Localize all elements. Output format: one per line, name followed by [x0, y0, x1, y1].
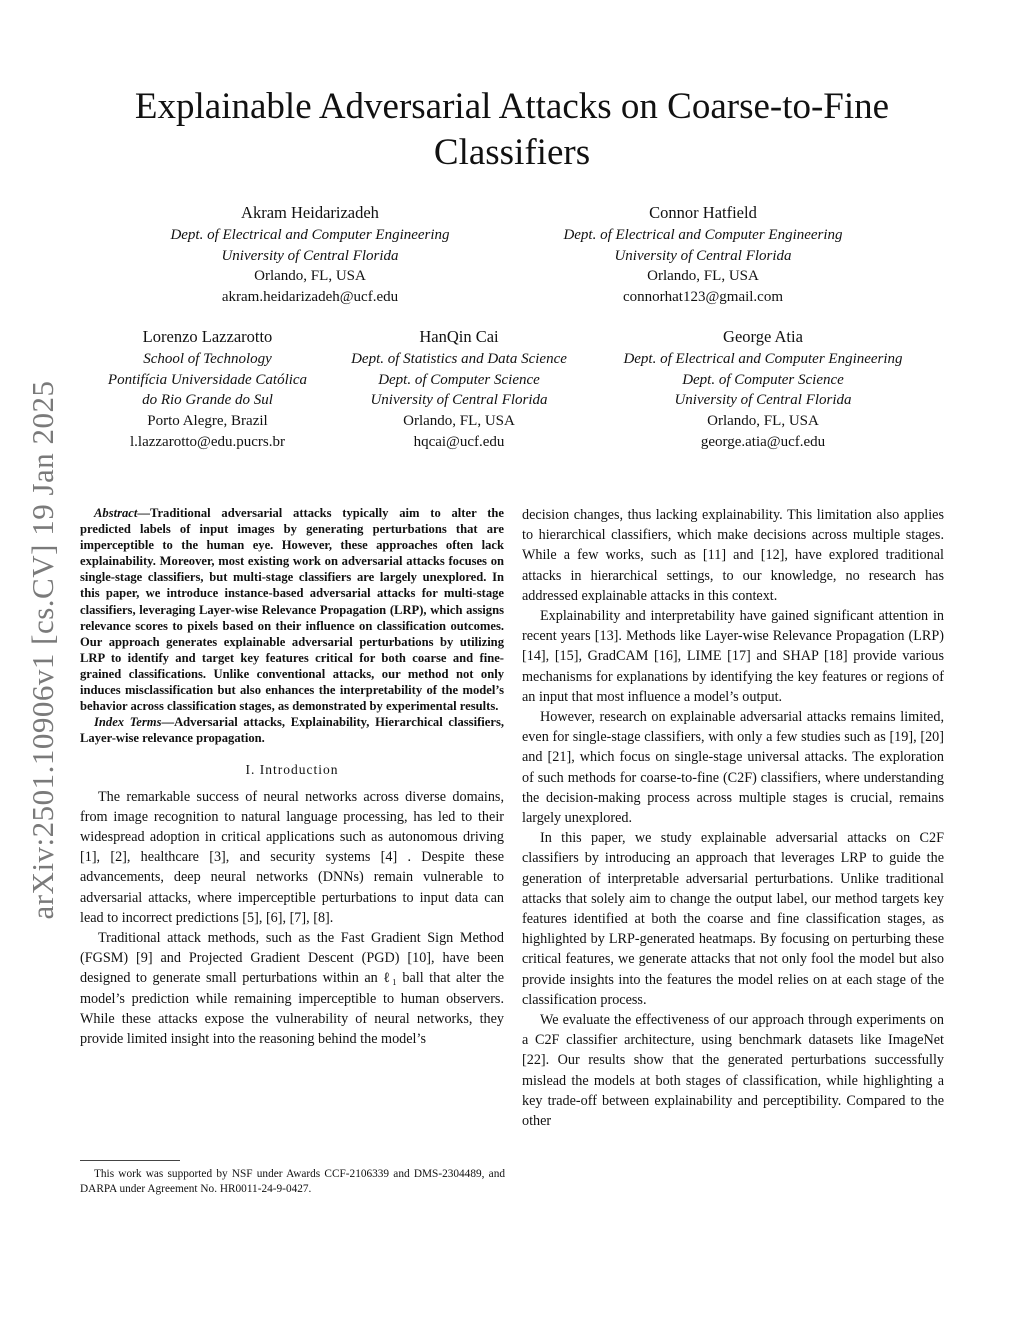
author-affiliation: Pontifícia Universidade Católica: [107, 371, 308, 388]
body-paragraph: decision changes, thus lacking explainability. This limitation also applies to hierarchical classifiers, which make decisions across multiple stages. While a few works, such as [11] and [12], have explored traditional attacks in hierarchical settings, to our knowledge, no research has addressed explainable attacks in this context.: [522, 507, 944, 604]
author-email: l.lazzarotto@edu.pucrs.br: [129, 433, 285, 450]
author-affiliation: Dept. of Electrical and Computer Engineering: [563, 227, 843, 243]
author-name: HanQin Cai: [419, 327, 499, 346]
index-terms-label: Index Terms: [94, 715, 162, 730]
author-affiliation: Dept. of Computer Science: [682, 371, 844, 388]
author-affiliation: University of Central Florida: [674, 392, 852, 409]
abstract-text: —Traditional adversarial attacks typically aim to alter the predicted labels of input images by generating perturbations that are imperceptible to the human eye. However, these approaches often lack explainability. Moreover, most existing work on adversarial attacks focuses on single-stage classifiers, but multi-stage classifiers are largely unexplored. In this paper, we introduce instance-based adversarial attacks for multi-stage classifiers, leveraging Layer-wise Relevance Propagation (LRP), which assigns relevance scores to pixels based on their influence on classification outcomes. Our approach generates explainable adversarial perturbations by utilizing LRP to identify and target key features critical for both coarse and fine-grained classifications. Unlike conventional attacks, our method not only induces misclassification but also enhances the interpretability of the model’s behavior across classification stages, as demonstrated by experimental results.: [80, 506, 504, 714]
right-column: [522, 505, 944, 1131]
body-paragraph: The remarkable success of neural networks across diverse domains, from image recognition to natural language processing, has led to their widespread adoption in critical applications such as autonomous driving [1], [2], healthcare [3], and security systems [4] . Despite these advancements, deep neural networks (DNNs) remain vulnerable to adversarial attacks, where imperceptible perturbations to input data can lead to incorrect predictions [5], [6], [7], [8].: [80, 788, 504, 926]
paper-title: Explainable Adversarial Attacks on Coarse-to-Fine Classifiers: [134, 86, 890, 173]
arxiv-identifier: arXiv:2501.10906v1 [cs.CV] 19 Jan 2025: [25, 380, 60, 920]
body-paragraph: We evaluate the effectiveness of our approach through experiments on a C2F classifier architecture, using benchmark datasets like ImageNet [22]. Our results show that the generated perturbations successfully mislead the models at both stages of classification, while highlighting a key trade-off between explainability and perceptibility. Compared to the other: [522, 1012, 944, 1130]
author-affiliation: do Rio Grande do Sul: [142, 392, 273, 409]
author-block: [528, 201, 878, 308]
abstract: [80, 505, 504, 746]
index-terms: [80, 714, 504, 746]
footnote: This work was supported by NSF under Awards CCF-2106339 and DMS-2304489, and DARPA under Agreement No. HR0011-24-9-0427.: [80, 1168, 505, 1195]
author-email: george.atia@ucf.edu: [700, 433, 826, 450]
body-paragraph: In this paper, we study explainable adversarial attacks on C2F classifiers by introducing an approach that leverages LRP to guide the generation of interpretable adversarial perturbations. Unlike traditional attacks that solely aim to change the output label, our method targets key features identified at both the coarse and fine classification stages, as highlighted by LRP-generated heatmaps. By focusing on perturbing these critical features, we generate attacks that not only fool the model but also provide insights into the features the model relies on at each stage of the classification process.: [522, 830, 944, 1008]
author-affiliation: Dept. of Computer Science: [378, 371, 540, 388]
author-affiliation: School of Technology: [143, 351, 272, 367]
author-block: [598, 325, 928, 453]
author-name: Lorenzo Lazzarotto: [142, 327, 273, 346]
author-location: Orlando, FL, USA: [647, 268, 759, 285]
author-affiliation: University of Central Florida: [221, 247, 399, 264]
author-block: [85, 325, 330, 453]
abstract-paragraph: [80, 505, 504, 714]
author-name: George Atia: [723, 327, 803, 346]
index-terms-text: —Adversarial attacks, Explainability, Hierarchical classifiers, Layer-wise relevance propagation.: [80, 715, 504, 746]
author-email: connorhat123@gmail.com: [622, 289, 784, 306]
footnote-rule: [80, 1160, 180, 1161]
abstract-label: Abstract: [94, 506, 138, 520]
author-affiliation: Dept. of Electrical and Computer Engineering: [623, 351, 903, 367]
arxiv-sidebar: [18, 350, 68, 950]
body-paragraph: Traditional attack methods, such as the Fast Gradient Sign Method (FGSM) [9] and Projected Gradient Descent (PGD) [10], have been designed to generate small perturbations within an ℓ₁ ball that alter the model’s prediction while remaining imperceptible to human observers. While these attacks expose the vulnerability of neural networks, they provide limited insight into the reasoning behind the model’s: [80, 930, 504, 1048]
body-paragraph: However, research on explainable adversarial attacks remains limited, even for single-stage classifiers, with only a few studies such as [19], [20] and [21], which focus on single-stage universal attacks. The exploration of such methods for coarse-to-fine (C2F) classifiers, where understanding the decision-making process across multiple stages is crucial, remains largely unexplored.: [522, 709, 944, 827]
author-location: Porto Alegre, Brazil: [147, 413, 268, 430]
author-affiliation: University of Central Florida: [370, 392, 548, 409]
author-name: Connor Hatfield: [649, 203, 757, 222]
author-affiliation: Dept. of Statistics and Data Science: [351, 351, 567, 367]
left-column: [80, 505, 504, 1049]
author-location: Orlando, FL, USA: [707, 413, 819, 430]
author-name: Akram Heidarizadeh: [241, 203, 379, 222]
body-paragraph: Explainability and interpretability have gained significant attention in recent years [13]. Methods like Layer-wise Relevance Propagation (LRP) [14], [15], GradCAM [16], LIME [17] and SHAP [18] provide various mechanisms for explanations by identifying the key features or regions of an input that most influence a model’s output.: [522, 608, 944, 705]
author-affiliation: Dept. of Electrical and Computer Engineering: [170, 227, 450, 243]
author-location: Orlando, FL, USA: [254, 268, 366, 285]
author-email: hqcai@ucf.edu: [413, 433, 505, 450]
author-location: Orlando, FL, USA: [403, 413, 515, 430]
author-block: [135, 201, 485, 308]
section-heading: I. Introduction: [245, 762, 339, 778]
author-email: akram.heidarizadeh@ucf.edu: [221, 289, 399, 306]
author-affiliation: University of Central Florida: [614, 247, 792, 264]
author-block: [332, 325, 586, 453]
